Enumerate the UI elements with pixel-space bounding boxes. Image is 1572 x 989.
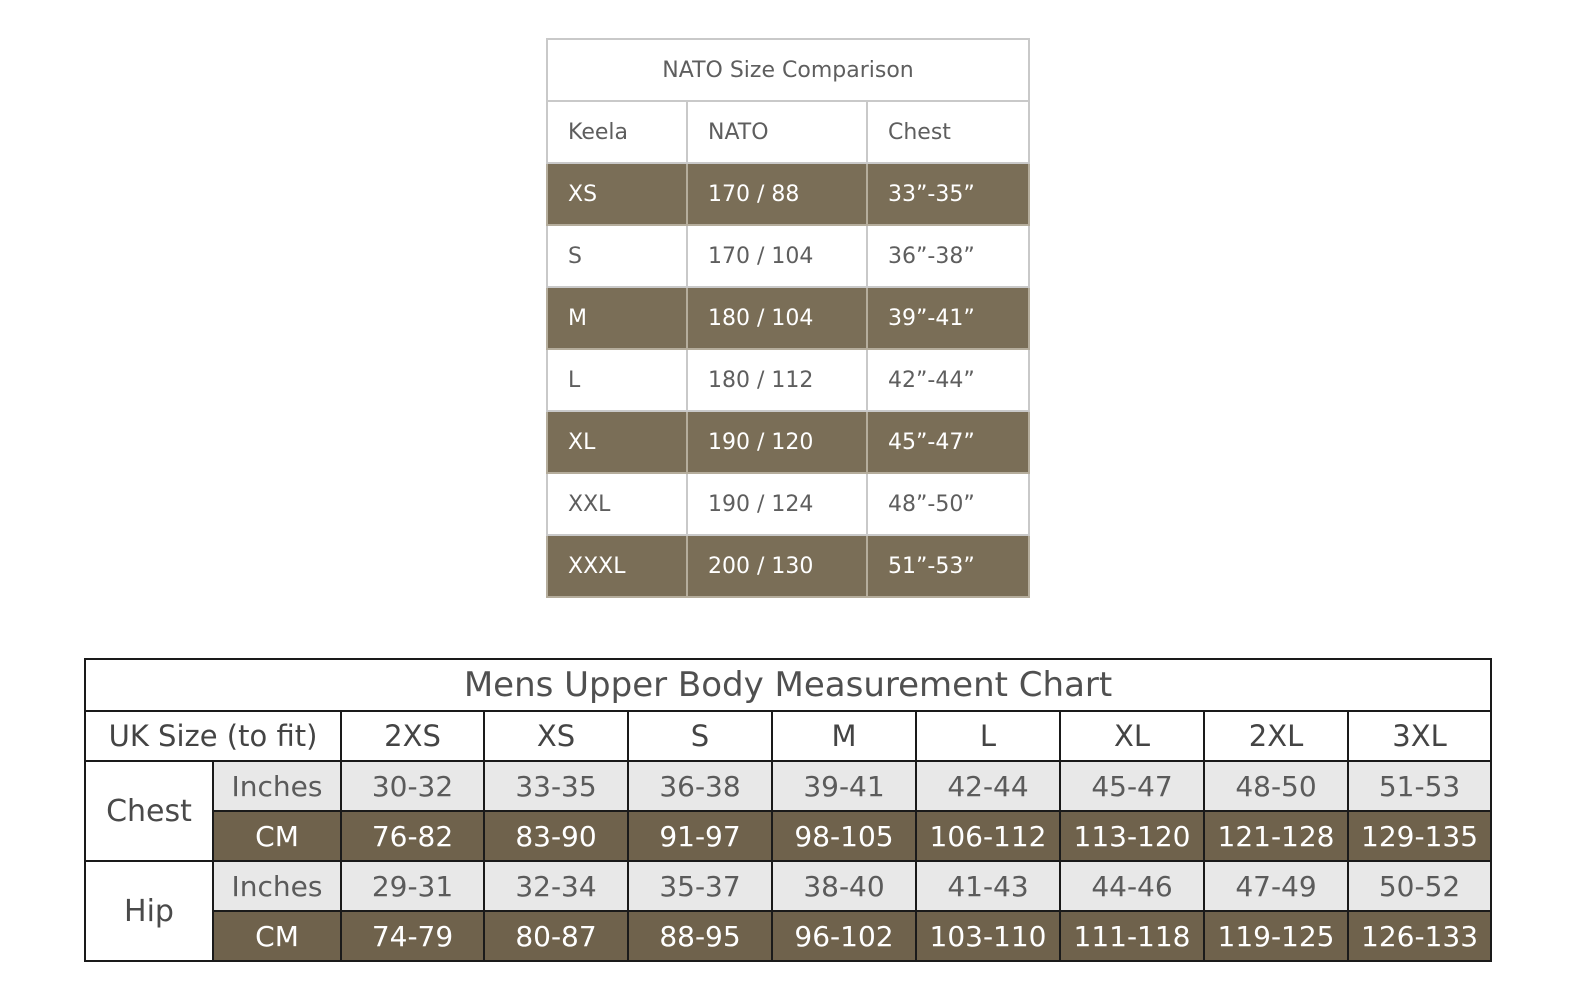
measurement-cell: 76-82 — [341, 811, 484, 861]
measurement-cell: 44-46 — [1060, 861, 1204, 911]
uk-size-label: UK Size (to fit) — [85, 711, 341, 761]
chest-inches-row — [85, 761, 1491, 811]
unit-label: Inches — [213, 861, 341, 911]
nato-cell-keela: XS — [547, 163, 687, 225]
measurement-cell: 50-52 — [1348, 861, 1491, 911]
nato-cell-chest: 33”-35” — [867, 163, 1029, 225]
nato-cell-nato: 180 / 112 — [687, 349, 867, 411]
measurement-cell: 29-31 — [341, 861, 484, 911]
measurement-cell: 74-79 — [341, 911, 484, 961]
nato-row — [547, 225, 1029, 287]
nato-cell-nato: 200 / 130 — [687, 535, 867, 597]
size-header: M — [772, 711, 916, 761]
nato-header-chest: Chest — [867, 101, 1029, 163]
chest-group-label: Chest — [85, 761, 213, 861]
measurement-cell: 126-133 — [1348, 911, 1491, 961]
nato-cell-keela: S — [547, 225, 687, 287]
hip-group-label: Hip — [85, 861, 213, 961]
nato-table-title: NATO Size Comparison — [547, 39, 1029, 101]
nato-cell-chest: 36”-38” — [867, 225, 1029, 287]
measurement-cell: 121-128 — [1204, 811, 1348, 861]
measurement-cell: 106-112 — [916, 811, 1060, 861]
unit-label: CM — [213, 911, 341, 961]
size-header: 2XL — [1204, 711, 1348, 761]
measurement-cell: 30-32 — [341, 761, 484, 811]
nato-row — [547, 349, 1029, 411]
size-header: 3XL — [1348, 711, 1491, 761]
measurement-cell: 38-40 — [772, 861, 916, 911]
nato-size-table — [546, 38, 1030, 598]
nato-cell-nato: 170 / 88 — [687, 163, 867, 225]
nato-cell-nato: 190 / 124 — [687, 473, 867, 535]
measurement-cell: 33-35 — [484, 761, 628, 811]
nato-cell-nato: 170 / 104 — [687, 225, 867, 287]
measurement-cell: 41-43 — [916, 861, 1060, 911]
measurement-cell: 96-102 — [772, 911, 916, 961]
measurement-cell: 42-44 — [916, 761, 1060, 811]
nato-cell-nato: 180 / 104 — [687, 287, 867, 349]
mens-table-title: Mens Upper Body Measurement Chart — [85, 659, 1491, 711]
size-header: L — [916, 711, 1060, 761]
measurement-cell: 119-125 — [1204, 911, 1348, 961]
size-header: 2XS — [341, 711, 484, 761]
measurement-cell: 51-53 — [1348, 761, 1491, 811]
unit-label: CM — [213, 811, 341, 861]
size-header: S — [628, 711, 772, 761]
nato-cell-keela: XXXL — [547, 535, 687, 597]
measurement-cell: 113-120 — [1060, 811, 1204, 861]
nato-header-row — [547, 101, 1029, 163]
nato-row — [547, 411, 1029, 473]
unit-label: Inches — [213, 761, 341, 811]
nato-header-nato: NATO — [687, 101, 867, 163]
nato-row — [547, 163, 1029, 225]
measurement-cell: 129-135 — [1348, 811, 1491, 861]
measurement-cell: 39-41 — [772, 761, 916, 811]
measurement-cell: 103-110 — [916, 911, 1060, 961]
nato-cell-chest: 45”-47” — [867, 411, 1029, 473]
nato-cell-nato: 190 / 120 — [687, 411, 867, 473]
nato-cell-chest: 39”-41” — [867, 287, 1029, 349]
mens-measurement-table — [84, 658, 1492, 962]
measurement-cell: 35-37 — [628, 861, 772, 911]
nato-cell-chest: 51”-53” — [867, 535, 1029, 597]
measurement-cell: 32-34 — [484, 861, 628, 911]
nato-cell-keela: XL — [547, 411, 687, 473]
measurement-cell: 98-105 — [772, 811, 916, 861]
measurement-cell: 47-49 — [1204, 861, 1348, 911]
measurement-cell: 36-38 — [628, 761, 772, 811]
hip-cm-row — [85, 911, 1491, 961]
nato-cell-keela: M — [547, 287, 687, 349]
measurement-cell: 80-87 — [484, 911, 628, 961]
nato-header-keela: Keela — [547, 101, 687, 163]
size-header: XL — [1060, 711, 1204, 761]
measurement-cell: 88-95 — [628, 911, 772, 961]
measurement-cell: 45-47 — [1060, 761, 1204, 811]
nato-cell-keela: XXL — [547, 473, 687, 535]
nato-row — [547, 473, 1029, 535]
measurement-cell: 48-50 — [1204, 761, 1348, 811]
measurement-cell: 83-90 — [484, 811, 628, 861]
measurement-cell: 91-97 — [628, 811, 772, 861]
measurement-cell: 111-118 — [1060, 911, 1204, 961]
nato-row — [547, 287, 1029, 349]
nato-cell-chest: 48”-50” — [867, 473, 1029, 535]
hip-inches-row — [85, 861, 1491, 911]
nato-row — [547, 535, 1029, 597]
mens-size-header-row — [85, 711, 1491, 761]
chest-cm-row — [85, 811, 1491, 861]
size-header: XS — [484, 711, 628, 761]
nato-cell-chest: 42”-44” — [867, 349, 1029, 411]
nato-cell-keela: L — [547, 349, 687, 411]
